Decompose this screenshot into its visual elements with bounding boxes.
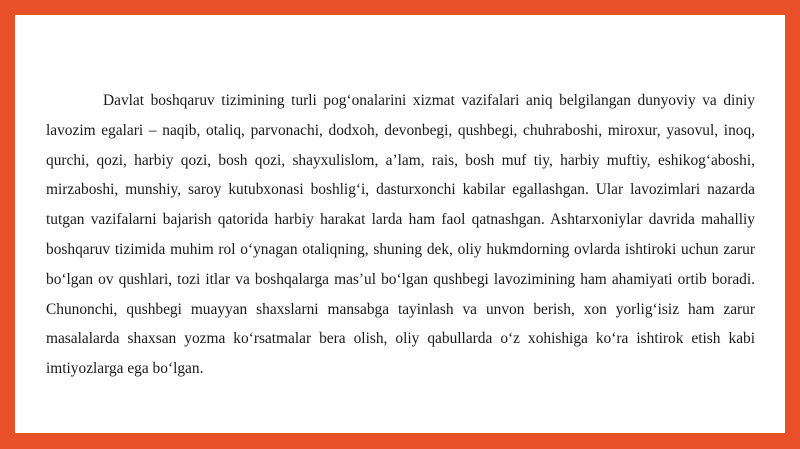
body-paragraph: Davlat boshqaruv tizimining turli pog‘onalarini xizmat vazifalari aniq belgilangan dunyoviy va diniy lavozim egalari – naqib, otaliq, parvonachi, dodxoh, devonbegi, qushbegi, chuhraboshi, miroxur, yasovul, inoq, qurchi, qozi, harbiy qozi, bosh qozi, shayxulislom, a’lam, rais, bosh muf tiy, harbiy muftiy, eshikog‘aboshi, mirzaboshi, munshiy, saroy kutubxonasi boshlig‘i, dasturxonchi kabilar egallashgan. Ular lavozimlari nazarda tutgan vazifalarni bajarish qatorida harbiy harakat larda ham faol qatnashgan. Ashtarxoniylar davrida mahalliy boshqaruv tizimida muhim rol o‘ynagan otaliqning, shuning dek, oliy hukmdorning ovlarda ishtiroki uchun zarur bo‘lgan ov qushlari, tozi itlar va boshqalarga mas’ul bo‘lgan qushbegi lavozimining ham ahamiyati ortib boradi. Chunonchi, qushbegi muayyan shaxslarni mansabga tayinlash va unvon berish, xon yorlig‘isiz ham zarur masalalarda shaxsan yozma ko‘rsatmalar bera olish, oliy qabullarda o‘z xohishiga ko‘ra ishtirok etish kabi imtiyozlarga ega bo‘lgan. bbox=[46, 92, 755, 378]
slide-page bbox=[15, 15, 785, 433]
